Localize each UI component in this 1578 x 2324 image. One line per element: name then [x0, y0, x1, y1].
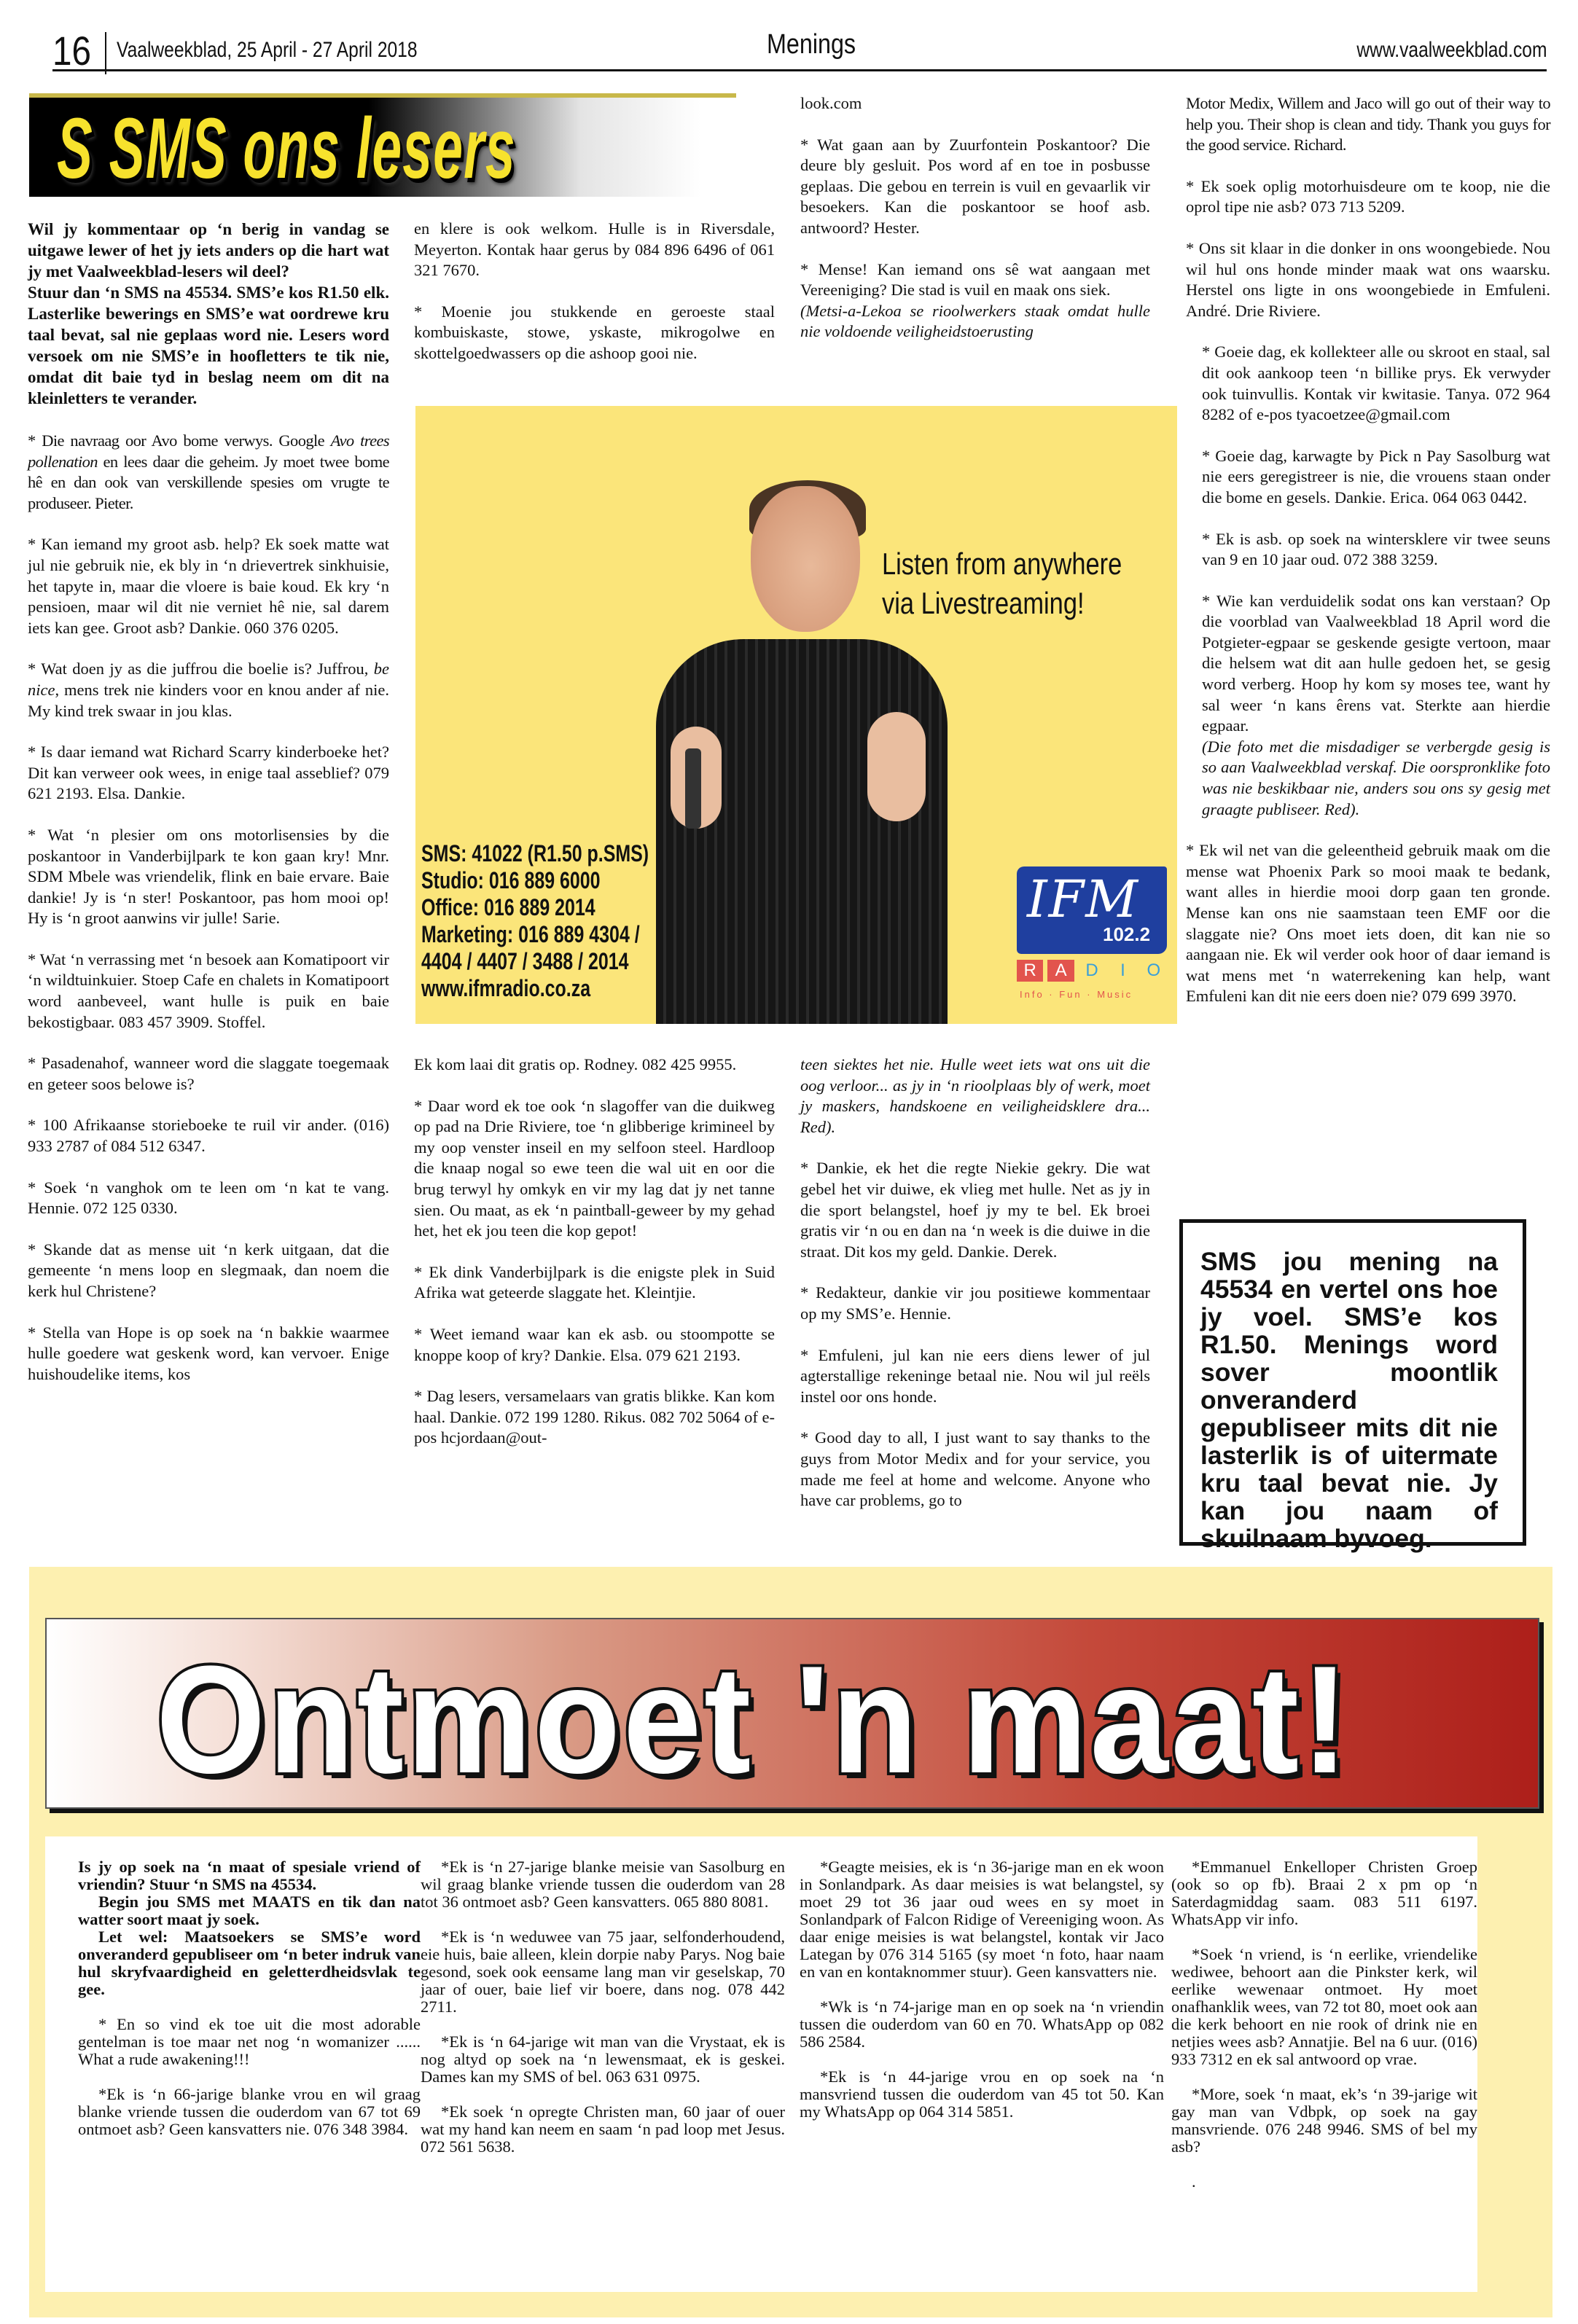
sms-message: * Kan iemand my groot asb. help? Ek soek matte wat jul nie gebruik nie, ek bly in ‘n drievertrek sinkhuisie, het tapyte in, maar die vloere is baie koud. Ek kry ‘n pensioen, maar wil dit nie verniet hê nie, sal darem iets kan gee. Groot asb? Dankie. 060 376 0205.: [28, 535, 389, 637]
sms-message: * Dankie, ek het die regte Niekie gekry. Die wat gebel het vir duiwe, ek vlieg met hulle. Net as jy in die sport belangstel, hoef jy my te bel. Ek broei gratis vir ‘n ou en dan na ‘n week is die duiwe in die straat. Dit kos my geld. Dankie. Derek.: [800, 1159, 1150, 1261]
ad-website-link[interactable]: www.ifmradio.co.za: [421, 975, 591, 1001]
ontmoet-n-maat-banner: [45, 1618, 1539, 1809]
column-3-upper: [800, 93, 1150, 343]
sms-message: * Soek ‘n vanghok om te leen om ‘n kat te vang. Hennie. 072 125 0330.: [28, 1178, 389, 1218]
maat-listing: *More, soek ‘n maat, ek’s ‘n 39-jarige wit gay man van Vdbpk, op soek na gay mansvriende. 076 248 9946. SMS of bel my asb?: [1171, 2085, 1477, 2156]
column-1: [28, 219, 389, 1385]
maat-listing: *Soek ‘n vriend, is ‘n eerlike, vriendelike wediwee, behoort aan die Pinkster kerk, wil eerlike wewenaar ontmoet. Hy moet onafhanklik wees, van 72 tot 80, moet ook aan die kerk behoort en nie rook of drink nie en netjies wees asb? Annatjie. Bel na 6 uur. (016) 933 7312 en ek sal antwoord op vrae.: [1171, 1945, 1477, 2068]
maat-listing: *Ek soek ‘n opregte Christen man, 60 jaar of ouer wat my hand kan neem en saam ‘n pad loop met Jesus. 072 561 5638.: [421, 2102, 785, 2156]
sms-message: * Wat ‘n plesier om ons motorlisensies by die poskantoor in Vanderbijlpark te kon gaan kry! Mnr. SDM Mbele was vriendelik, flink en baie ervare. Baie dankie! Jy is ‘n ster! Poskantoor, pas hom mooi op! Hy is ‘n groot aanwins vir julle! Sarie.: [28, 825, 389, 928]
maat-listing: *Emmanuel Enkelloper Christen Groep (ook so op fb). Braai 2 x pm op ‘n Saterdagmiddag saam. 083 511 6197. WhatsApp vir info.: [1171, 1858, 1477, 1928]
maat-listing: *Ek is ‘n 66-jarige blanke vrou en wil graag blanke vriende tussen die ouderdom van 67 tot 69 ontmoet asb? Geen kansvatters nie. 076 348 3984.: [78, 2085, 421, 2138]
phone-icon: [685, 748, 701, 829]
maat-listing: *Ek is ‘n 27-jarige blanke meisie van Sasolburg en wil graag blanke vriende tussen die ouderdom van 28 tot 36 ontmoet asb? Geen kansvatters. 065 880 8081.: [421, 1858, 785, 1911]
maat-intro: Begin jou SMS met MAATS en tik dan na watter soort maat jy soek.: [78, 1893, 421, 1928]
sms-message: * Redakteur, dankie vir jou positiewe kommentaar op my SMS’e. Hennie.: [800, 1283, 1150, 1323]
maat-listing: .: [1192, 2172, 1196, 2191]
sms-message: look.com: [800, 94, 862, 112]
maat-intro: Let wel: Maatsoekers se SMS’e word onveranderd gepubliseer om ‘n beter indruk van hul skryfvaardigheid en geletterdheidsvlak te gee.: [78, 1928, 421, 1998]
maat-listing: * En so vind ek toe uit die most adorable gentelman is toe maar net nog ‘n womanizer ...... What a rude awakening!!!: [78, 2015, 421, 2068]
sms-message: * Goeie dag, ek kollekteer alle ou skroot en staal, sal dit ook aankoop teen ‘n billike prys. Ek verwyder ook tuinvullis. Kontak vir kwitasie. Tanya. 072 964 8282 of e-pos tyacoetzee@gmail.com: [1202, 343, 1550, 424]
sms-message: * Ons sit klaar in die donker in ons woongebiede. Nou wil hul ons honde minder maak wat ons waarsku. Herstel ons ligte in ons woongebiede in Emfuleni. André. Drie Riviere.: [1186, 238, 1550, 320]
sms-message: * Skande dat as mense uit ‘n kerk uitgaan, dat die gemeente ‘n mens loop en slegmaak, dan noem die kerk hul Christene?: [28, 1240, 389, 1300]
publication-date-line: Vaalweekblad, 25 April - 27 April 2018: [117, 38, 418, 62]
sms-info-box: [1179, 1219, 1526, 1553]
sms-message: * Ek wil net van die geleentheid gebruik maak om die mense wat Phoenix Park so mooi maak te bedank, want alles in hierdie mooi dorp gaan ten gronde. Mense kan ons nie saamstaan teen EMF oor die slaggate nie? Ons moet iets doen, dit kan nie so aangaan nie. Ek wil verder ook hoor of daar iemand is wat mens met ‘n waterrekening kan help, want Emfuleni kan dit nie eers doen nie? 079 699 3970.: [1186, 841, 1550, 1006]
column-2-upper: [414, 219, 775, 364]
sms-message: * Stella van Hope is op soek na ‘n bakkie waarmee hulle goedere wat geskenk word, kan vervoer. Enige huishoudelike items, kos: [28, 1323, 389, 1383]
sms-message: * Ek soek oplig motorhuisdeure om te koop, nie die oprol tipe nie asb? 073 713 5209.: [1186, 176, 1550, 216]
sms-message: * Wat doen jy as die juffrou die boelie is? Juffrou, be nice, mens trek nie kinders voor en knou ander af nie. My kind trek swaar in jou klas.: [28, 660, 389, 720]
editor-note: (Metsi-a-Lekoa se rioolwerkers staak omdat hulle nie voldoende veiligheidstoerusting: [800, 301, 1150, 341]
maat-column-4: [1171, 1858, 1477, 2208]
maat-listing: *Ek is ‘n weduwee van 75 jaar, selfonderhoudend, eie huis, baie alleen, klein dorpie naby Parys. Nog baie gesond, soek ook eensame lang man vir geselskap, 70 jaar of ouer, baie lief vir boere, dans nog. 078 442 2711.: [421, 1928, 785, 2016]
sms-message: * Weet iemand waar kan ek asb. ou stoompotte se knoppe koop of kry? Dankie. Elsa. 079 621 2193.: [414, 1324, 775, 1364]
sms-message: * Wat ‘n verrassing met ‘n besoek aan Komatipoort vir ‘n wildtuinkuier. Stoep Cafe en chalets in Komatipoort word aanbeveel, want hulle is puik en baie bekostigbaar. 083 457 3909. Stoffel.: [28, 950, 389, 1031]
ifm-radio-advertisement[interactable]: [415, 406, 1177, 1024]
maat-column-1: [78, 1858, 421, 2156]
ifm-radio-logo: IFM 102.2 R A D I O Info · Fun · Music: [1017, 866, 1170, 1012]
sms-message: * Good day to all, I just want to say thanks to the guys from Motor Medix and for your service, you made me feel at home and welcome. Anyone who have car problems, go to: [800, 1428, 1150, 1510]
ad-contact-details: SMS: 41022 (R1.50 p.SMS) Studio: 016 889 6000 Office: 016 889 2014 Marketing: 016 889 4304 / 4404 / 4407 / 3488 / 2014 www.ifmradio.co.za: [421, 840, 649, 1001]
sms-message: * Moenie jou stukkende en geroeste staal kombuiskaste, stowe, yskaste, mikrogolwe en skottelgoedwassers op die ashoop gooi nie.: [414, 302, 775, 362]
sms-message: * Mense! Kan iemand ons sê wat aangaan met Vereeniging? Die stad is vuil en maak ons siek.: [800, 259, 1150, 300]
maat-intro: Is jy op soek na ‘n maat of spesiale vriend of vriendin? Stuur ‘n SMS na 45534.: [78, 1858, 421, 1893]
sms-ons-lesers-banner: [29, 93, 736, 197]
section-name: Menings: [767, 29, 856, 60]
maat-title: Ontmoet 'n maat!: [156, 1634, 1351, 1805]
sms-message: * Goeie dag, karwagte by Pick n Pay Sasolburg wat nie eers geregistreer is nie, die vrouens staan onder die bome en gesels. Dankie. Erica. 064 063 0442.: [1202, 446, 1550, 506]
sms-message: * Daar word ek toe ook ‘n slagoffer van die duikweg op pad na Drie Riviere, toe ‘n glibberige krimineel by my oop venster inseil en my selfoon steel. Hardloop die knaap nogal so ewe teen die wal uit en oor die brug terwyl hy omkyk en vir my lag dat jy net tanne sien. Ou maat, as ek ‘n paintball-geweer by my gehad het, het ek jou teen die kop gepot!: [414, 1096, 775, 1240]
ontmoet-n-maat-section: [29, 1567, 1552, 2317]
page-number: 16: [52, 28, 91, 74]
sms-message: en klere is ook welkom. Hulle is in Riversdale, Meyerton. Kontak haar gerus by 084 896 6496 of 061 321 7670.: [414, 219, 775, 280]
sms-message: * Dag lesers, versamelaars van gratis blikke. Kan kom haal. Dankie. 072 199 1280. Rikus. 082 702 5064 of e-pos hcjordaan@out-: [414, 1387, 775, 1447]
sms-message: * Pasadenahof, wanneer word die slaggate toegemaak en geteer soos belowe is?: [28, 1054, 389, 1093]
sms-message: Ek kom laai dit gratis op. Rodney. 082 425 9955.: [414, 1055, 737, 1073]
banner-title: S SMS ons lesers: [57, 101, 516, 197]
maat-listing: *Ek is ‘n 64-jarige wit man van die Vrystaat, ek is nog altyd op soek na ‘n lewensmaat, ek is geskei. Dames kan my SMS of bel. 063 631 0975.: [421, 2032, 785, 2086]
column-3-lower: [800, 1055, 1150, 1511]
intro-instructions: Stuur dan ‘n SMS na 45534. SMS’e kos R1.50 elk. Lasterlike bewerings en SMS’e wat oordrewe kru taal bevat, sal nie geplaas word nie. Lesers word versoek om nie SMS’e in hoofletters te tik nie, omdat dit baie tyd in beslag neem om dit na kleinletters te verander.: [28, 283, 389, 407]
sms-message: * Ek dink Vanderbijlpark is die enigste plek in Suid Afrika wat geteerde slaggate het. Kleintjie.: [414, 1262, 775, 1302]
sms-message: * Die navraag oor Avo bome verwys. Google Avo trees pollenation en lees daar die geheim. Jy moet twee bome hê en dan ook van verskillende spesies om vrugte te produseer. Pieter.: [28, 431, 389, 512]
maat-listing: *Wk is ‘n 74-jarige man en op soek na ‘n vriendin tussen die ouderdom van 60 en 70. WhatsApp op 082 586 2584.: [800, 1998, 1164, 2051]
maat-listing: *Ek is ‘n 44-jarige vrou en op soek na ‘n mansvriend tussen die ouderdom van 45 tot 50. Kan my WhatsApp op 064 314 5851.: [800, 2067, 1164, 2121]
maat-listings: [45, 1836, 1477, 2292]
sms-message: Motor Medix, Willem and Jaco will go out of their way to help you. Their shop is clean and tidy. Thank you guys for the good service. Richard.: [1186, 94, 1550, 154]
sms-message: * 100 Afrikaanse storieboeke te ruil vir ander. (016) 933 2787 of 084 512 6347.: [28, 1116, 389, 1156]
column-4: [1186, 93, 1550, 1007]
editor-note: (Die foto met die misdadiger se verbergde gesig is so aan Vaalweekblad verskaf. Die oorspronklike foto was nie beskikbaar nie, anders sou ons sy gesig met graagte publiseer. Red).: [1202, 737, 1550, 818]
sms-message: * Wie kan verduidelik sodat ons kan verstaan? Op die voorblad van Vaalweekblad 18 April word die Potgieter-egpaar se geskende gesigte vertoon, maar die helsem wat dit aan hulle gedoen het, se gesig word verberg. Hoop hy kom sy moses tee, want hy sal weer ‘n kans êrens vat. Sterkte aan hierdie egpaar.: [1202, 591, 1550, 735]
sms-info-text: SMS jou mening na 45534 en vertel ons hoe jy voel. SMS’e kos R1.50. Menings word sover moontlik onveranderd gepubliseer mits dit nie lasterlik is of uitermate kru taal bevat nie. Jy kan jou naam of skuilnaam byvoeg.: [1200, 1247, 1498, 1553]
website-link[interactable]: www.vaalweekblad.com: [1356, 38, 1547, 62]
sms-message: * Emfuleni, jul kan nie eers diens lewer of jul agterstallige rekeninge betaal nie. Nou wil jul reëls instel oor ons honde.: [800, 1345, 1150, 1406]
editor-note: teen siektes het nie. Hulle weet iets wat ons uit die oog verloor... as jy in ‘n rioolplaas bly of werk, moet jy maskers, handskoene en veiligheidsklere dra... Red).: [800, 1055, 1150, 1136]
intro-question: Wil jy kommentaar op ‘n berig in vandag se uitgawe lewer of het jy iets anders op die hart wat jy met Vaalweekblad-lesers wil deel?: [28, 220, 389, 281]
maat-listing: *Geagte meisies, ek is ‘n 36-jarige man en ek woon in Sonlandpark. As daar meisies is wat belangstel, sy moet 29 tot 36 jaar oud wees en sy moet in Sonlandpark of Falcon Ridige of Vereeniging woon. As daar enige meisies is wat belangstel, kontak vir Jaco Lategan by 076 314 5165 (sy moet ‘n foto, haar naam en van en kontaknommer stuur). Geen kansvatters nie.: [800, 1858, 1164, 1981]
header-divider: [105, 32, 106, 74]
page-header: [52, 26, 1547, 74]
sms-message: * Is daar iemand wat Richard Scarry kinderboeke het? Dit kan verweer ook wees, in enige taal asseblief? 079 621 2193. Elsa. Dankie.: [28, 743, 389, 803]
sms-message: * Wat gaan aan by Zuurfontein Poskantoor? Die deure bly gesluit. Pos word af en toe in posbusse geplaas. Die gebou en terrein is vuil en gevaarlik vir besoekers. Kan die poskantoor se hoof asb. antwoord? Hester.: [800, 135, 1150, 237]
maat-column-2: [421, 1858, 785, 2173]
column-2-lower: [414, 1055, 775, 1449]
ad-tagline: Listen from anywhere via Livestreaming!: [882, 547, 1122, 620]
maat-column-3: [800, 1858, 1164, 2138]
sms-message: * Ek is asb. op soek na wintersklere vir twee seuns van 9 en 10 jaar oud. 072 388 3259.: [1202, 529, 1550, 569]
